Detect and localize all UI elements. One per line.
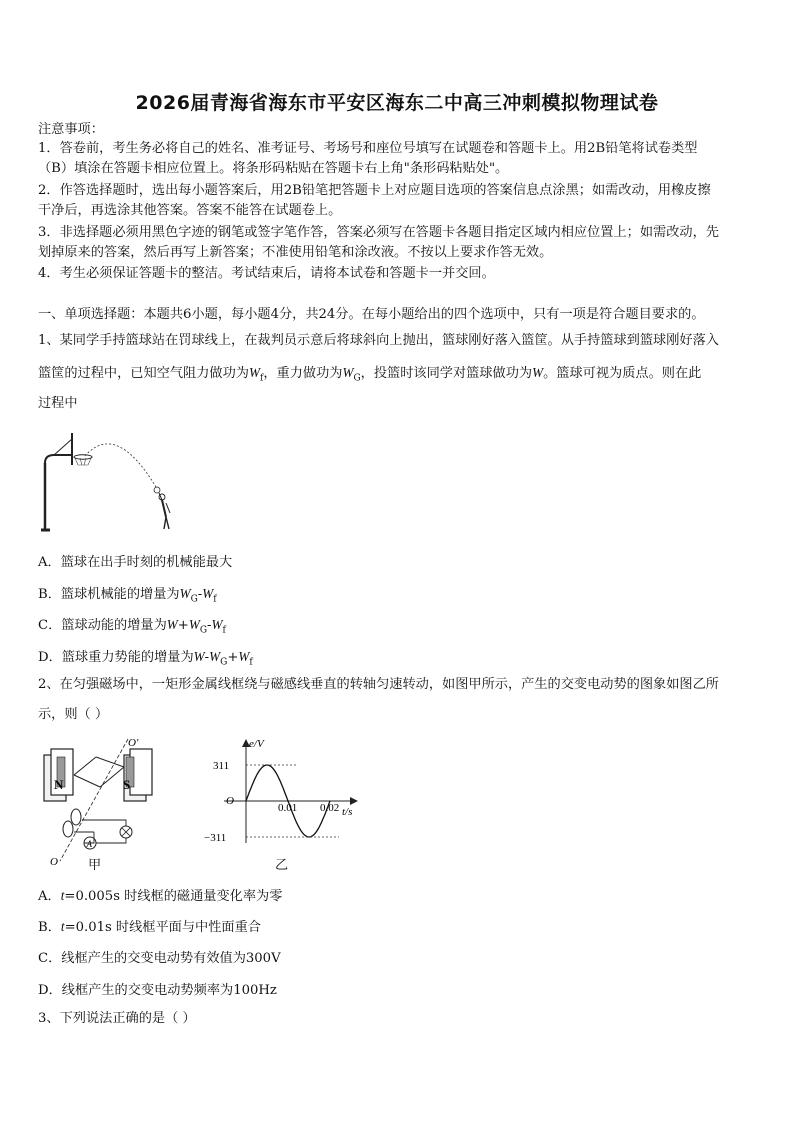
q1-option-d[interactable]: D．篮球重力势能的增量为$W-W_G+W_f$ — [38, 649, 253, 668]
option-text: B．篮球机械能的增量为 — [38, 587, 180, 602]
q2-option-a[interactable] — [38, 885, 282, 904]
x-axis-arrow — [350, 797, 358, 805]
option-text: C．篮球动能的增量为 — [38, 618, 167, 633]
symbol-t: t — [60, 888, 65, 903]
notice-line: 2．作答选择题时，选出每小题答案后，用2B铅笔把答题卡上对应题目选项的答案信息点涂黑；如需改动，用橡皮擦 — [38, 183, 711, 198]
option-text: D．篮球重力势能的增量为 — [38, 650, 194, 665]
symbol-W: W — [532, 365, 544, 380]
y-tick-label: −311 — [204, 832, 227, 844]
notice-line: 3．非选择题必须用黑色字迹的钢笔或签字笔作答，答案必须写在答题卡各题目指定区域内相应位置上；如需改动，先 — [38, 225, 719, 240]
symbol-W: W — [209, 649, 221, 664]
subscript-f: f — [222, 625, 226, 636]
axis-top-label: O' — [128, 737, 139, 749]
q1-option-a[interactable]: A．篮球在出手时刻的机械能最大 — [38, 555, 233, 570]
q1-text-part: 。篮球可视为质点。则在此 — [543, 366, 702, 381]
page-title: 2026届青海省海东市平安区海东二中高三冲刺模拟物理试卷 — [135, 92, 659, 114]
symbol-W: W — [238, 649, 250, 664]
q1-text: 过程中 — [38, 396, 78, 411]
subscript-G: G — [353, 373, 361, 384]
y-axis-label: e/V — [249, 738, 264, 750]
symbol-W: W — [249, 365, 260, 380]
figure-jia-label: 甲 — [88, 858, 102, 873]
q1-option-b[interactable]: B．篮球机械能的增量为$W_G-W_f$ — [38, 586, 217, 605]
axis-bottom-label: O — [50, 856, 58, 867]
symbol-W: W — [166, 617, 178, 632]
q1-text-part: 篮筐的过程中，已知空气阻力做功为 — [38, 366, 249, 381]
generator-figure — [38, 735, 160, 867]
subscript-G: G — [190, 594, 198, 605]
q2-option-d[interactable]: D．线框产生的交变电动势频率为100Hz — [38, 983, 277, 998]
subscript-f: f — [260, 373, 264, 384]
notice-line: 4．考生必须保证答题卡的整洁。考试结束后，请将本试卷和答题卡一并交回。 — [38, 266, 495, 281]
x-tick-label: 0.01 — [278, 802, 298, 814]
basketball-figure — [38, 425, 188, 537]
q2-text: 示，则（ ） — [38, 707, 109, 722]
q1-option-c[interactable]: C．篮球动能的增量为$W+W_G-W_f$ — [38, 617, 226, 636]
emf-chart — [200, 735, 365, 847]
origin-label: O — [226, 795, 234, 807]
option-text: =0.01s 时线框平面与中性面重合 — [64, 920, 261, 935]
symbol-t: t — [60, 919, 65, 934]
notice-line: （B）填涂在答题卡相应位置上。将条形码粘贴在答题卡右上角"条形码粘贴处"。 — [38, 161, 509, 176]
q1-text: 1、某同学手持篮球站在罚球线上，在裁判员示意后将球斜向上抛出，篮球刚好落入篮筐。从手持篮球到篮球刚好落入 — [38, 333, 719, 348]
symbol-W: W — [188, 617, 200, 632]
q1-text-part: ，重力做功为 — [263, 366, 343, 381]
q2-text: 2、在匀强磁场中，一矩形金属线框绕与磁感线垂直的转轴匀速转动，如图甲所示，产生的交变电动势的图象如图乙所 — [38, 677, 719, 692]
section-heading: 一、单项选择题：本题共6小题，每小题4分，共24分。在每小题给出的四个选项中，只有一项是符合题目要求的。 — [38, 307, 705, 322]
subscript-G: G — [199, 625, 208, 636]
subscript-f: f — [213, 594, 217, 605]
notice-line: 1．答卷前，考生务必将自己的姓名、准考证号、考场号和座位号填写在试题卷和答题卡上。用2B铅笔将试卷类型 — [38, 141, 698, 156]
q2-option-c[interactable]: C．线框产生的交变电动势有效值为300V — [38, 951, 281, 966]
symbol-W: W — [202, 586, 214, 601]
symbol-W: W — [342, 365, 354, 380]
option-prefix: B． — [38, 920, 61, 935]
notice-heading: 注意事项： — [38, 122, 104, 137]
notice-line: 干净后，再选涂其他答案。答案不能答在试题卷上。 — [38, 203, 342, 218]
y-tick-label: 311 — [213, 760, 230, 772]
figure-yi-label: 乙 — [275, 858, 289, 873]
q1-text — [38, 364, 760, 388]
option-text: =0.005s 时线框的磁通量变化率为零 — [64, 889, 283, 904]
q1-text-part: ，投篮时该同学对篮球做功为 — [360, 366, 533, 381]
ammeter-label: A — [86, 839, 92, 849]
magnet-s-label: S — [123, 777, 131, 792]
subscript-G: G — [220, 657, 228, 668]
x-axis-label: t/s — [342, 806, 353, 818]
symbol-W: W — [179, 586, 191, 601]
q3-text: 3、下列说法正确的是（ ） — [38, 1011, 196, 1026]
symbol-W: W — [193, 649, 205, 664]
notice-line: 划掉原来的答案，然后再写上新答案；不准使用铅笔和涂改液。不按以上要求作答无效。 — [38, 245, 553, 260]
option-prefix: A． — [38, 889, 61, 904]
magnet-n-label: N — [54, 777, 64, 792]
symbol-W: W — [211, 617, 223, 632]
subscript-f: f — [249, 657, 253, 668]
q2-option-b[interactable] — [38, 916, 261, 935]
x-tick-label: 0.02 — [320, 802, 340, 814]
